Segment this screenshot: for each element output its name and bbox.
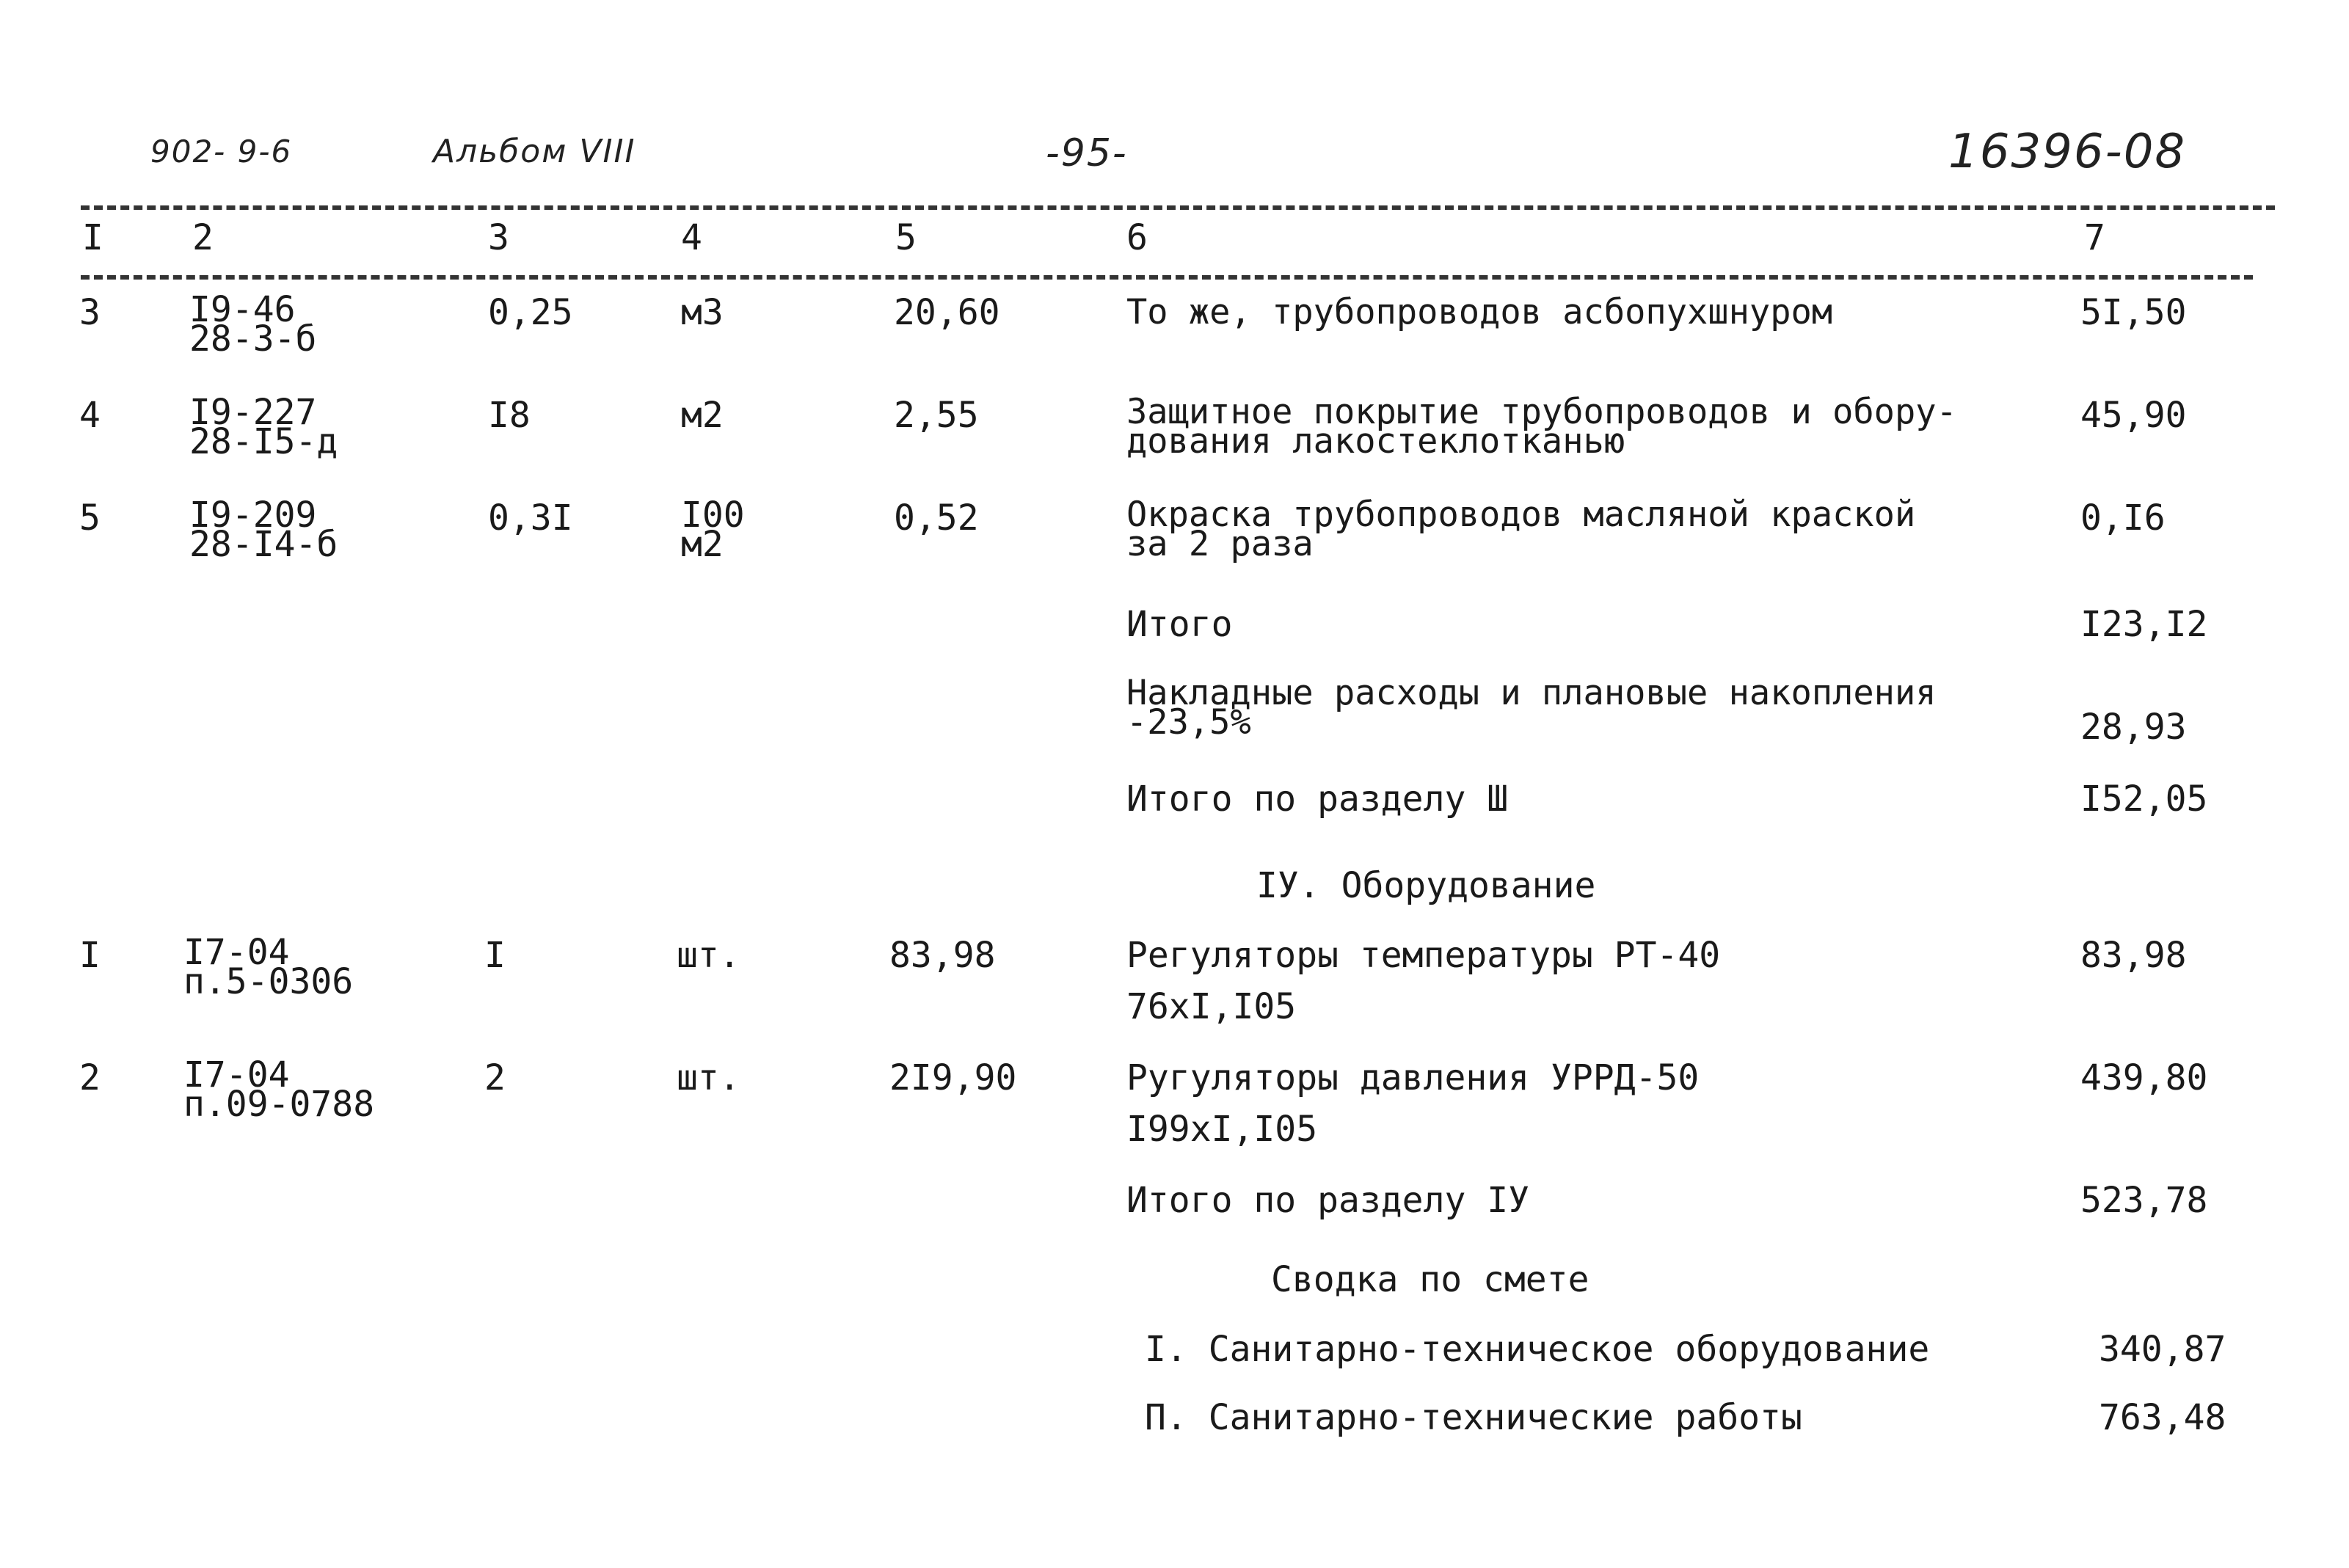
album-label: Альбом VIII: [433, 133, 636, 170]
norm-code: I9-209 28-I4-б: [189, 495, 338, 565]
header-top-rule: [81, 205, 2275, 210]
unit: шт.: [677, 1057, 740, 1098]
norm-code: I7-04 п.09-0788: [183, 1054, 375, 1125]
unit-price: 83,98: [889, 935, 996, 976]
description: Окраска трубопроводов масляной краской за 2 раза: [1126, 495, 1916, 564]
section4-total-label: Итого по разделу IУ: [1126, 1180, 1530, 1221]
row-number: 4: [79, 395, 101, 436]
summary-item-label: I. Санитарно-техническое оборудование: [1145, 1329, 1930, 1370]
norm-code: I7-04 п.5-0306: [183, 932, 354, 1002]
subtotal-label: Итого: [1126, 604, 1233, 645]
col-header-5: 5: [895, 217, 917, 258]
quantity: 2: [484, 1057, 506, 1098]
quantity: 0,25: [488, 292, 573, 333]
unit-price: 2,55: [894, 395, 979, 436]
norm-code: I9-227 28-I5-д: [189, 392, 338, 462]
row-number: 3: [79, 292, 101, 333]
price-calculation: 76xI,I05: [1126, 986, 1297, 1027]
total-cost: 5I,50: [2080, 292, 2187, 333]
quantity: I8: [488, 395, 531, 436]
unit-price: 0,52: [894, 497, 979, 539]
total-cost: 439,80: [2080, 1057, 2208, 1098]
row-number: I: [79, 935, 101, 976]
document-code: 16396-08: [1948, 125, 2187, 179]
col-header-2: 2: [192, 217, 214, 258]
page-number: -95-: [1046, 131, 1128, 175]
description: Защитное покрытие трубопроводов и обору- дования лакостеклотканью: [1126, 392, 1957, 462]
row-number: 5: [79, 497, 101, 539]
unit-price: 2I9,90: [889, 1057, 1017, 1098]
summary-item-label: П. Санитарно-технические работы: [1145, 1397, 1802, 1438]
description: То же, трубопроводов асбопухшнуром: [1126, 292, 1833, 332]
total-cost: 0,I6: [2080, 497, 2166, 539]
unit: шт.: [677, 935, 740, 976]
subtotal-value: I23,I2: [2080, 604, 2208, 645]
overhead-label: Накладные расходы и плановые накопления -23,5%: [1126, 673, 1937, 743]
norm-code: I9-46 28-3-б: [189, 289, 317, 360]
description: Рyгуляторы давления УРРД-50: [1126, 1057, 1700, 1098]
price-calculation: I99xI,I05: [1126, 1109, 1318, 1150]
col-header-1: I: [82, 217, 103, 258]
col-header-4: 4: [681, 217, 702, 258]
header-bottom-rule: [81, 275, 2253, 280]
series-number: 902- 9-6: [150, 134, 293, 169]
section3-total-value: I52,05: [2080, 778, 2208, 820]
summary-item-value: 340,87: [2099, 1329, 2226, 1370]
section4-total-value: 523,78: [2080, 1180, 2208, 1221]
unit: I00 м2: [681, 495, 745, 565]
unit-price: 20,60: [894, 292, 1000, 333]
section4-title: IУ. Оборудование: [1256, 865, 1596, 906]
unit: м2: [681, 395, 724, 436]
quantity: I: [484, 935, 506, 976]
total-cost: 45,90: [2080, 395, 2187, 436]
overhead-value: 28,93: [2080, 707, 2187, 748]
description: Регуляторы температуры РТ-40: [1126, 935, 1721, 976]
section3-total-label: Итого по разделу Ш: [1126, 778, 1509, 820]
unit: м3: [681, 292, 724, 333]
summary-item-value: 763,48: [2099, 1397, 2226, 1438]
summary-title: Сводка по смете: [1271, 1259, 1589, 1300]
row-number: 2: [79, 1057, 101, 1098]
col-header-7: 7: [2084, 217, 2105, 258]
col-header-6: 6: [1126, 217, 1148, 258]
quantity: 0,3I: [488, 497, 573, 539]
total-cost: 83,98: [2080, 935, 2187, 976]
col-header-3: 3: [488, 217, 509, 258]
